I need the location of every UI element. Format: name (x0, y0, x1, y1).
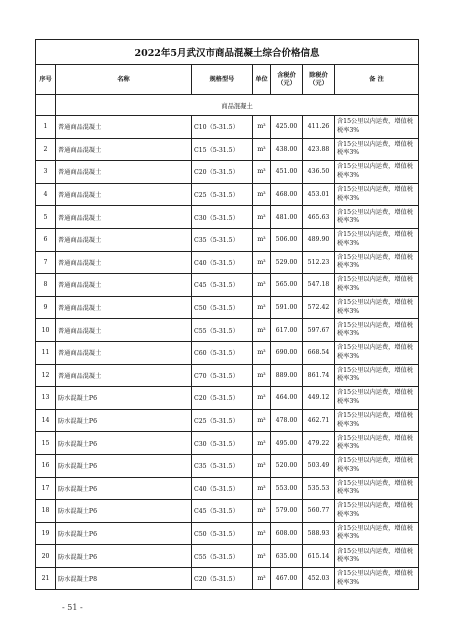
row-tax-excl-price: 861.74 (303, 364, 335, 387)
row-note: 含15公里以内运费，增值税税率3% (335, 567, 419, 590)
row-name: 普通商品混凝土 (56, 319, 192, 342)
row-note: 含15公里以内运费，增值税税率3% (335, 183, 419, 206)
row-note: 含15公里以内运费，增值税税率3% (335, 500, 419, 523)
table-row (36, 409, 419, 432)
row-number: 16 (36, 454, 56, 477)
row-note: 含15公里以内运费，增值税税率3% (335, 364, 419, 387)
row-spec: C50（5-31.5） (192, 522, 253, 545)
row-tax-incl-price: 481.00 (271, 206, 303, 229)
row-number: 6 (36, 228, 56, 251)
table-row (36, 522, 419, 545)
row-note: 含15公里以内运费，增值税税率3% (335, 545, 419, 568)
row-name: 普通商品混凝土 (56, 274, 192, 297)
row-tax-incl-price: 506.00 (271, 228, 303, 251)
row-note: 含15公里以内运费，增值税税率3% (335, 319, 419, 342)
row-unit: m³ (253, 500, 271, 523)
row-tax-incl-price: 478.00 (271, 409, 303, 432)
row-tax-excl-price: 572.42 (303, 296, 335, 319)
row-unit: m³ (253, 454, 271, 477)
row-spec: C30（5-31.5） (192, 206, 253, 229)
row-note: 含15公里以内运费，增值税税率3% (335, 409, 419, 432)
table-row (36, 228, 419, 251)
row-spec: C20（5-31.5） (192, 161, 253, 184)
row-unit: m³ (253, 183, 271, 206)
table-row (36, 161, 419, 184)
row-unit: m³ (253, 387, 271, 410)
row-tax-incl-price: 591.00 (271, 296, 303, 319)
row-number: 11 (36, 341, 56, 364)
row-tax-incl-price: 608.00 (271, 522, 303, 545)
row-spec: C20（5-31.5） (192, 387, 253, 410)
row-tax-excl-price: 588.93 (303, 522, 335, 545)
row-unit: m³ (253, 274, 271, 297)
row-name: 普通商品混凝土 (56, 206, 192, 229)
header-tax-excl: 除税价（元） (303, 65, 335, 95)
row-number: 21 (36, 567, 56, 590)
table-row (36, 206, 419, 229)
row-unit: m³ (253, 477, 271, 500)
row-tax-excl-price: 615.14 (303, 545, 335, 568)
row-spec: C30（5-31.5） (192, 432, 253, 455)
header-unit: 单位 (253, 65, 271, 95)
header-spec: 规格型号 (192, 65, 253, 95)
row-number: 3 (36, 161, 56, 184)
row-name: 普通商品混凝土 (56, 183, 192, 206)
row-tax-excl-price: 479.22 (303, 432, 335, 455)
row-tax-excl-price: 453.01 (303, 183, 335, 206)
row-unit: m³ (253, 545, 271, 568)
row-name: 防水混凝土P6 (56, 522, 192, 545)
table-row (36, 454, 419, 477)
row-unit: m³ (253, 319, 271, 342)
row-note: 含15公里以内运费，增值税税率3% (335, 296, 419, 319)
category-label: 商品混凝土 (56, 95, 419, 116)
row-name: 普通商品混凝土 (56, 161, 192, 184)
row-unit: m³ (253, 567, 271, 590)
row-tax-excl-price: 560.77 (303, 500, 335, 523)
header-note: 备 注 (335, 65, 419, 95)
row-note: 含15公里以内运费，增值税税率3% (335, 341, 419, 364)
row-spec: C40（5-31.5） (192, 477, 253, 500)
row-unit: m³ (253, 251, 271, 274)
row-number: 5 (36, 206, 56, 229)
row-number: 13 (36, 387, 56, 410)
row-tax-incl-price: 520.00 (271, 454, 303, 477)
row-tax-incl-price: 553.00 (271, 477, 303, 500)
row-spec: C35（5-31.5） (192, 454, 253, 477)
row-number: 17 (36, 477, 56, 500)
row-number: 18 (36, 500, 56, 523)
row-spec: C25（5-31.5） (192, 183, 253, 206)
table-row (36, 477, 419, 500)
row-name: 普通商品混凝土 (56, 138, 192, 161)
row-tax-excl-price: 503.49 (303, 454, 335, 477)
row-unit: m³ (253, 228, 271, 251)
row-tax-excl-price: 423.88 (303, 138, 335, 161)
row-tax-incl-price: 617.00 (271, 319, 303, 342)
row-name: 普通商品混凝土 (56, 228, 192, 251)
row-tax-incl-price: 690.00 (271, 341, 303, 364)
table-row (36, 274, 419, 297)
row-unit: m³ (253, 296, 271, 319)
page-number: - 51 - (62, 603, 83, 612)
row-note: 含15公里以内运费，增值税税率3% (335, 274, 419, 297)
row-spec: C25（5-31.5） (192, 409, 253, 432)
row-number: 19 (36, 522, 56, 545)
row-name: 防水混凝土P6 (56, 387, 192, 410)
row-tax-incl-price: 468.00 (271, 183, 303, 206)
row-tax-excl-price: 452.03 (303, 567, 335, 590)
table-row (36, 567, 419, 590)
header-no: 序号 (36, 65, 56, 95)
table-row (36, 296, 419, 319)
row-number: 2 (36, 138, 56, 161)
table-row (36, 500, 419, 523)
header-name: 名称 (56, 65, 192, 95)
row-name: 防水混凝土P6 (56, 477, 192, 500)
row-name: 防水混凝土P6 (56, 500, 192, 523)
row-spec: C10（5-31.5） (192, 116, 253, 139)
row-note: 含15公里以内运费，增值税税率3% (335, 116, 419, 139)
price-table-sheet (35, 39, 418, 590)
table-row (36, 138, 419, 161)
row-spec: C55（5-31.5） (192, 545, 253, 568)
row-spec: C50（5-31.5） (192, 296, 253, 319)
row-unit: m³ (253, 432, 271, 455)
row-tax-incl-price: 451.00 (271, 161, 303, 184)
row-note: 含15公里以内运费，增值税税率3% (335, 228, 419, 251)
table-row (36, 183, 419, 206)
table-row (36, 432, 419, 455)
row-tax-excl-price: 436.50 (303, 161, 335, 184)
row-number: 8 (36, 274, 56, 297)
table-row (36, 251, 419, 274)
table-row (36, 545, 419, 568)
row-spec: C60（5-31.5） (192, 341, 253, 364)
row-number: 9 (36, 296, 56, 319)
row-number: 20 (36, 545, 56, 568)
table-row (36, 364, 419, 387)
row-number: 15 (36, 432, 56, 455)
row-name: 防水混凝土P8 (56, 567, 192, 590)
row-tax-excl-price: 465.63 (303, 206, 335, 229)
row-spec: C45（5-31.5） (192, 274, 253, 297)
header-tax-incl: 含税价（元） (271, 65, 303, 95)
row-tax-incl-price: 579.00 (271, 500, 303, 523)
row-tax-excl-price: 535.53 (303, 477, 335, 500)
row-note: 含15公里以内运费，增值税税率3% (335, 138, 419, 161)
row-tax-incl-price: 529.00 (271, 251, 303, 274)
row-name: 普通商品混凝土 (56, 296, 192, 319)
row-note: 含15公里以内运费，增值税税率3% (335, 522, 419, 545)
row-spec: C45（5-31.5） (192, 500, 253, 523)
row-spec: C35（5-31.5） (192, 228, 253, 251)
row-tax-excl-price: 489.90 (303, 228, 335, 251)
row-spec: C70（5-31.5） (192, 364, 253, 387)
row-tax-incl-price: 438.00 (271, 138, 303, 161)
row-tax-excl-price: 449.12 (303, 387, 335, 410)
row-note: 含15公里以内运费，增值税税率3% (335, 432, 419, 455)
row-spec: C40（5-31.5） (192, 251, 253, 274)
table-row (36, 387, 419, 410)
row-spec: C20（5-31.5） (192, 567, 253, 590)
row-number: 10 (36, 319, 56, 342)
price-table (35, 39, 419, 590)
row-unit: m³ (253, 522, 271, 545)
row-tax-incl-price: 889.00 (271, 364, 303, 387)
row-name: 防水混凝土P6 (56, 409, 192, 432)
row-name: 防水混凝土P6 (56, 454, 192, 477)
row-unit: m³ (253, 341, 271, 364)
row-tax-excl-price: 462.71 (303, 409, 335, 432)
row-note: 含15公里以内运费，增值税税率3% (335, 477, 419, 500)
row-tax-excl-price: 411.26 (303, 116, 335, 139)
row-number: 4 (36, 183, 56, 206)
table-title: 2022年5月武汉市商品混凝土综合价格信息 (36, 40, 419, 65)
row-tax-incl-price: 565.00 (271, 274, 303, 297)
table-row (36, 116, 419, 139)
row-number: 1 (36, 116, 56, 139)
row-unit: m³ (253, 116, 271, 139)
row-unit: m³ (253, 364, 271, 387)
row-name: 普通商品混凝土 (56, 341, 192, 364)
row-number: 7 (36, 251, 56, 274)
row-name: 防水混凝土P6 (56, 545, 192, 568)
category-blank-cell (36, 95, 56, 116)
row-tax-incl-price: 464.00 (271, 387, 303, 410)
row-name: 普通商品混凝土 (56, 251, 192, 274)
row-spec: C55（5-31.5） (192, 319, 253, 342)
row-tax-incl-price: 635.00 (271, 545, 303, 568)
row-number: 14 (36, 409, 56, 432)
row-tax-incl-price: 425.00 (271, 116, 303, 139)
row-name: 普通商品混凝土 (56, 364, 192, 387)
row-note: 含15公里以内运费，增值税税率3% (335, 454, 419, 477)
row-name: 防水混凝土P6 (56, 432, 192, 455)
row-note: 含15公里以内运费，增值税税率3% (335, 387, 419, 410)
row-unit: m³ (253, 161, 271, 184)
row-unit: m³ (253, 409, 271, 432)
table-row (36, 319, 419, 342)
row-tax-excl-price: 547.18 (303, 274, 335, 297)
table-row (36, 341, 419, 364)
row-note: 含15公里以内运费，增值税税率3% (335, 161, 419, 184)
row-tax-incl-price: 467.00 (271, 567, 303, 590)
row-number: 12 (36, 364, 56, 387)
row-tax-excl-price: 512.23 (303, 251, 335, 274)
row-unit: m³ (253, 206, 271, 229)
row-note: 含15公里以内运费，增值税税率3% (335, 206, 419, 229)
row-unit: m³ (253, 138, 271, 161)
row-tax-excl-price: 668.54 (303, 341, 335, 364)
row-tax-incl-price: 495.00 (271, 432, 303, 455)
row-note: 含15公里以内运费，增值税税率3% (335, 251, 419, 274)
row-tax-excl-price: 597.67 (303, 319, 335, 342)
row-name: 普通商品混凝土 (56, 116, 192, 139)
row-spec: C15（5-31.5） (192, 138, 253, 161)
